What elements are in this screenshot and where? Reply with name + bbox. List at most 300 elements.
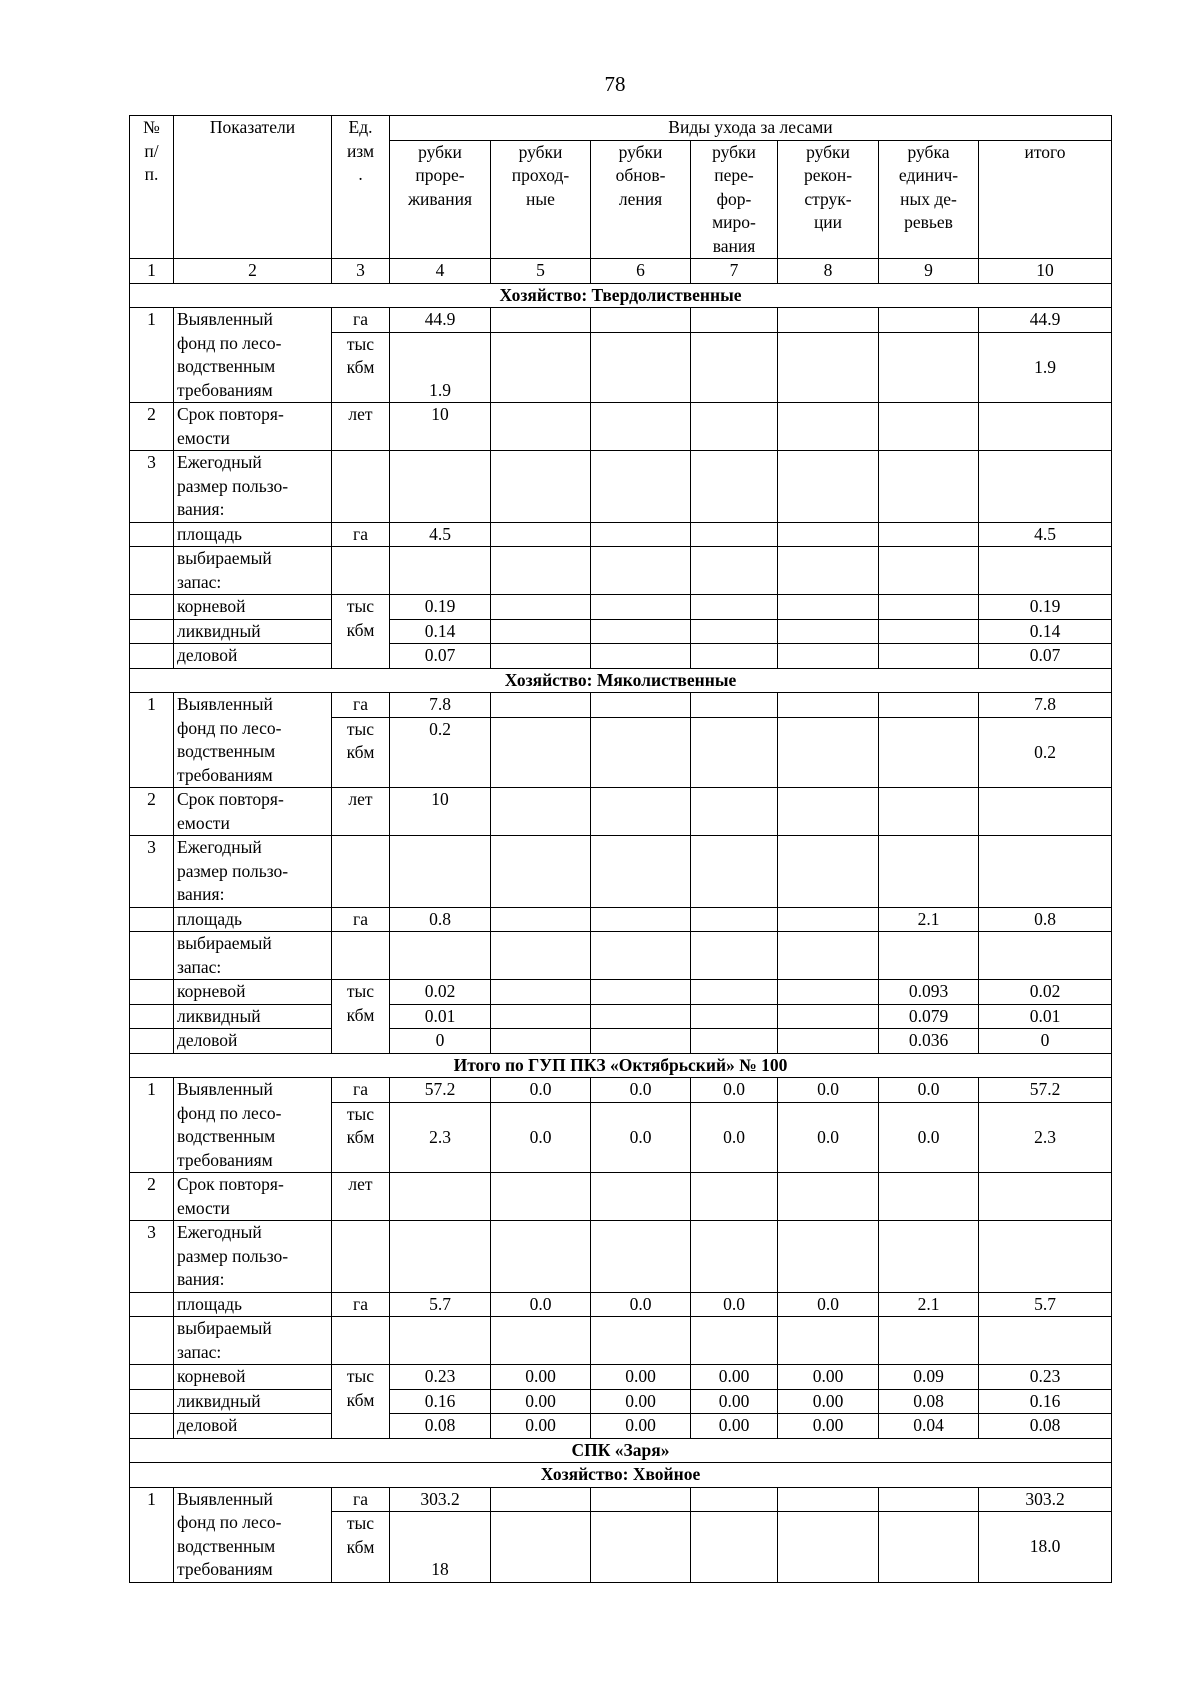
value-cell (591, 1487, 691, 1512)
value-cell: 1.9 (979, 332, 1112, 403)
table-row (130, 980, 1112, 1005)
value-cell (778, 693, 879, 718)
value-cell (879, 547, 979, 595)
value-cell (491, 836, 591, 908)
value-cell (691, 907, 778, 932)
value-cell (491, 932, 591, 980)
table-row (130, 1053, 1112, 1078)
value-cell: 0.08 (390, 1414, 491, 1439)
value-cell (879, 1221, 979, 1293)
value-cell: 4.5 (390, 522, 491, 547)
value-cell (879, 836, 979, 908)
value-cell (691, 788, 778, 836)
unit-cell: тыс кбм (332, 332, 390, 403)
unit-cell: га (332, 693, 390, 718)
value-cell: 0.8 (390, 907, 491, 932)
value-cell (591, 907, 691, 932)
value-cell: 0.16 (979, 1389, 1112, 1414)
value-cell: 0.0 (879, 1102, 979, 1173)
row-label: корневой (174, 595, 332, 620)
value-cell: 0.19 (979, 595, 1112, 620)
value-cell (390, 1317, 491, 1365)
value-cell (979, 932, 1112, 980)
value-cell (591, 1317, 691, 1365)
row-label: ликвидный (174, 1389, 332, 1414)
row-number (130, 932, 174, 980)
value-cell (879, 522, 979, 547)
value-cell (691, 1029, 778, 1054)
value-cell (591, 451, 691, 523)
value-cell: 0 (979, 1029, 1112, 1054)
table-row (130, 308, 1112, 333)
header-col-number: 7 (691, 259, 778, 284)
value-cell (491, 1317, 591, 1365)
table-row (130, 932, 1112, 980)
value-cell (691, 403, 778, 451)
value-cell: 0.00 (691, 1414, 778, 1439)
value-cell (778, 644, 879, 669)
value-cell: 0.0 (778, 1078, 879, 1103)
row-number (130, 595, 174, 620)
table-row (130, 1438, 1112, 1463)
unit-cell (332, 932, 390, 980)
value-cell (979, 451, 1112, 523)
section-title: Хозяйство: Твердолиственные (130, 283, 1112, 308)
unit-cell (332, 836, 390, 908)
header-col-number: 1 (130, 259, 174, 284)
row-number (130, 907, 174, 932)
value-cell: 0.0 (591, 1292, 691, 1317)
value-cell (491, 644, 591, 669)
value-cell: 0.0 (491, 1078, 591, 1103)
value-cell: 0.0 (778, 1292, 879, 1317)
value-cell: 0.0 (691, 1078, 778, 1103)
value-cell: 1.9 (390, 332, 491, 403)
value-cell (979, 1317, 1112, 1365)
value-cell: 0.00 (591, 1365, 691, 1390)
value-cell (591, 644, 691, 669)
value-cell: 0.07 (979, 644, 1112, 669)
value-cell (591, 522, 691, 547)
row-number: 3 (130, 836, 174, 908)
value-cell: 2.1 (879, 907, 979, 932)
value-cell (491, 693, 591, 718)
value-cell (879, 788, 979, 836)
table-row (130, 1487, 1112, 1512)
value-cell: 0.0 (591, 1102, 691, 1173)
row-number (130, 1292, 174, 1317)
value-cell: 2.3 (390, 1102, 491, 1173)
table-row (130, 259, 1112, 284)
table-row (130, 1221, 1112, 1293)
value-cell (390, 451, 491, 523)
value-cell (390, 1173, 491, 1221)
forest-care-table (129, 115, 1112, 1583)
value-cell (778, 907, 879, 932)
value-cell: 0.16 (390, 1389, 491, 1414)
value-cell (491, 1221, 591, 1293)
value-cell (778, 932, 879, 980)
value-cell: 0.00 (491, 1414, 591, 1439)
row-number (130, 619, 174, 644)
value-cell (691, 619, 778, 644)
value-cell: 0.0 (591, 1078, 691, 1103)
value-cell (879, 932, 979, 980)
value-cell (778, 619, 879, 644)
header-col-number: 2 (174, 259, 332, 284)
value-cell (879, 403, 979, 451)
value-cell: 0.00 (778, 1365, 879, 1390)
table-row (130, 693, 1112, 718)
value-cell (491, 451, 591, 523)
value-cell: 0.0 (879, 1078, 979, 1103)
row-number (130, 1365, 174, 1390)
value-cell (879, 1512, 979, 1583)
value-cell (390, 836, 491, 908)
row-number: 3 (130, 1221, 174, 1293)
value-cell (691, 644, 778, 669)
row-number (130, 1004, 174, 1029)
table-row (130, 283, 1112, 308)
header-col-number: 6 (591, 259, 691, 284)
value-cell (591, 403, 691, 451)
value-cell (591, 1221, 691, 1293)
value-cell (491, 522, 591, 547)
value-cell: 303.2 (390, 1487, 491, 1512)
header-group-title: Виды ухода за лесами (390, 116, 1112, 141)
table-row (130, 907, 1112, 932)
value-cell: 0.093 (879, 980, 979, 1005)
value-cell: 0.09 (879, 1365, 979, 1390)
value-cell: 0.00 (591, 1414, 691, 1439)
table-row (130, 1389, 1112, 1414)
header-col-type: рубки пере- фор- миро- вания (691, 140, 778, 259)
unit-cell (332, 1221, 390, 1293)
table-row (130, 619, 1112, 644)
value-cell (979, 403, 1112, 451)
header-col-number: 9 (879, 259, 979, 284)
value-cell (691, 332, 778, 403)
value-cell: 5.7 (979, 1292, 1112, 1317)
value-cell (778, 1173, 879, 1221)
section-title: Хозяйство: Хвойное (130, 1463, 1112, 1488)
value-cell (778, 308, 879, 333)
value-cell (390, 932, 491, 980)
table-row (130, 1365, 1112, 1390)
header-col-number: 5 (491, 259, 591, 284)
table-row (130, 547, 1112, 595)
value-cell: 0.00 (691, 1389, 778, 1414)
value-cell (691, 717, 778, 788)
table-row (130, 403, 1112, 451)
value-cell: 4.5 (979, 522, 1112, 547)
header-col-indicator: Показатели (174, 116, 332, 259)
value-cell (491, 1487, 591, 1512)
value-cell (491, 332, 591, 403)
value-cell (879, 1487, 979, 1512)
table-row (130, 668, 1112, 693)
value-cell (491, 907, 591, 932)
row-label: ликвидный (174, 1004, 332, 1029)
table-row (130, 1078, 1112, 1103)
value-cell (778, 1487, 879, 1512)
unit-cell: тыс кбм (332, 1102, 390, 1173)
value-cell: 0.01 (979, 1004, 1112, 1029)
row-label: площадь (174, 907, 332, 932)
value-cell (591, 836, 691, 908)
value-cell (979, 788, 1112, 836)
row-label: деловой (174, 1029, 332, 1054)
value-cell: 0.0 (691, 1102, 778, 1173)
value-cell: 0.0 (778, 1102, 879, 1173)
row-label: корневой (174, 980, 332, 1005)
value-cell (691, 693, 778, 718)
value-cell (491, 1004, 591, 1029)
row-number: 1 (130, 1487, 174, 1582)
value-cell: 0.14 (390, 619, 491, 644)
unit-cell: га (332, 1078, 390, 1103)
value-cell (691, 547, 778, 595)
unit-cell: тыс кбм (332, 595, 390, 669)
value-cell (591, 932, 691, 980)
value-cell (879, 332, 979, 403)
table-row (130, 595, 1112, 620)
table-row (130, 788, 1112, 836)
value-cell (491, 1512, 591, 1583)
unit-cell: тыс кбм (332, 1365, 390, 1439)
header-col-unit: Ед. изм . (332, 116, 390, 259)
value-cell (491, 403, 591, 451)
header-col-type: рубки рекон- струк- ции (778, 140, 879, 259)
table-row (130, 1317, 1112, 1365)
value-cell (879, 451, 979, 523)
value-cell (691, 1487, 778, 1512)
unit-cell: га (332, 1292, 390, 1317)
value-cell (390, 547, 491, 595)
value-cell (491, 595, 591, 620)
value-cell (778, 547, 879, 595)
row-number: 1 (130, 693, 174, 788)
unit-cell (332, 547, 390, 595)
value-cell: 0.00 (591, 1389, 691, 1414)
value-cell: 0.0 (491, 1102, 591, 1173)
value-cell: 0.08 (879, 1389, 979, 1414)
value-cell (591, 1029, 691, 1054)
table-row (130, 1173, 1112, 1221)
unit-cell: га (332, 308, 390, 333)
row-label: деловой (174, 644, 332, 669)
value-cell (691, 1004, 778, 1029)
value-cell: 303.2 (979, 1487, 1112, 1512)
value-cell (491, 788, 591, 836)
value-cell (591, 1004, 691, 1029)
value-cell (691, 1317, 778, 1365)
value-cell (591, 308, 691, 333)
value-cell: 0.8 (979, 907, 1112, 932)
row-number (130, 1317, 174, 1365)
value-cell: 57.2 (979, 1078, 1112, 1103)
value-cell: 7.8 (979, 693, 1112, 718)
unit-cell: лет (332, 1173, 390, 1221)
value-cell (591, 693, 691, 718)
value-cell (591, 595, 691, 620)
value-cell (691, 522, 778, 547)
value-cell: 0.2 (979, 717, 1112, 788)
value-cell: 44.9 (979, 308, 1112, 333)
value-cell (979, 1221, 1112, 1293)
row-label: Ежегодный размер пользо- вания: (174, 451, 332, 523)
table-row (130, 116, 1112, 141)
row-label: ликвидный (174, 619, 332, 644)
value-cell: 18.0 (979, 1512, 1112, 1583)
unit-cell: га (332, 1487, 390, 1512)
table-row (130, 1463, 1112, 1488)
header-col-type: рубка единич- ных де- ревьев (879, 140, 979, 259)
value-cell (879, 595, 979, 620)
value-cell (691, 1221, 778, 1293)
value-cell (691, 932, 778, 980)
table-row (130, 644, 1112, 669)
value-cell (691, 836, 778, 908)
table-row (130, 1292, 1112, 1317)
row-number (130, 1414, 174, 1439)
value-cell (778, 332, 879, 403)
row-number: 2 (130, 1173, 174, 1221)
value-cell: 0.04 (879, 1414, 979, 1439)
value-cell: 0.02 (390, 980, 491, 1005)
value-cell (591, 980, 691, 1005)
value-cell: 5.7 (390, 1292, 491, 1317)
value-cell (879, 693, 979, 718)
value-cell (879, 1317, 979, 1365)
value-cell (778, 595, 879, 620)
value-cell (778, 1029, 879, 1054)
value-cell: 57.2 (390, 1078, 491, 1103)
row-label: площадь (174, 1292, 332, 1317)
value-cell (491, 308, 591, 333)
value-cell: 0.079 (879, 1004, 979, 1029)
header-col-number: 8 (778, 259, 879, 284)
row-number: 1 (130, 1078, 174, 1173)
value-cell: 0.0 (491, 1292, 591, 1317)
row-label: Ежегодный размер пользо- вания: (174, 1221, 332, 1293)
row-label: площадь (174, 522, 332, 547)
value-cell: 0.00 (491, 1389, 591, 1414)
value-cell (591, 619, 691, 644)
value-cell (591, 547, 691, 595)
value-cell (879, 717, 979, 788)
value-cell (591, 1512, 691, 1583)
row-label: Выявленный фонд по лесо- водственным требованиям (174, 693, 332, 788)
value-cell (491, 1173, 591, 1221)
value-cell: 0.0 (691, 1292, 778, 1317)
header-col-number: 3 (332, 259, 390, 284)
header-col-type: рубки проход- ные (491, 140, 591, 259)
value-cell (879, 308, 979, 333)
value-cell: 7.8 (390, 693, 491, 718)
table-row (130, 1029, 1112, 1054)
value-cell (691, 308, 778, 333)
row-number: 2 (130, 403, 174, 451)
header-col-no: № п/ п. (130, 116, 174, 259)
value-cell (491, 547, 591, 595)
value-cell (879, 644, 979, 669)
value-cell: 0.14 (979, 619, 1112, 644)
row-label: Выявленный фонд по лесо- водственным требованиям (174, 1078, 332, 1173)
row-label: деловой (174, 1414, 332, 1439)
value-cell (591, 788, 691, 836)
value-cell: 0.19 (390, 595, 491, 620)
org-title: СПК «Заря» (130, 1438, 1112, 1463)
value-cell (778, 403, 879, 451)
value-cell: 0.00 (778, 1414, 879, 1439)
value-cell: 10 (390, 788, 491, 836)
row-label: Срок повторя- емости (174, 788, 332, 836)
row-label: Срок повторя- емости (174, 403, 332, 451)
unit-cell: лет (332, 403, 390, 451)
row-number (130, 547, 174, 595)
value-cell (691, 595, 778, 620)
row-label: выбираемый запас: (174, 547, 332, 595)
value-cell (979, 547, 1112, 595)
value-cell: 10 (390, 403, 491, 451)
table-row (130, 1414, 1112, 1439)
row-label: Ежегодный размер пользо- вания: (174, 836, 332, 908)
value-cell (879, 619, 979, 644)
value-cell (591, 332, 691, 403)
header-col-number: 10 (979, 259, 1112, 284)
value-cell: 0.23 (390, 1365, 491, 1390)
value-cell: 0.00 (691, 1365, 778, 1390)
value-cell: 0.07 (390, 644, 491, 669)
value-cell (778, 451, 879, 523)
value-cell (691, 451, 778, 523)
row-number (130, 980, 174, 1005)
unit-cell (332, 451, 390, 523)
section-title: Хозяйство: Мяколиственные (130, 668, 1112, 693)
value-cell: 0.00 (778, 1389, 879, 1414)
value-cell (491, 619, 591, 644)
value-cell (979, 836, 1112, 908)
row-number: 3 (130, 451, 174, 523)
unit-cell: тыс кбм (332, 717, 390, 788)
value-cell: 18 (390, 1512, 491, 1583)
row-label: выбираемый запас: (174, 1317, 332, 1365)
value-cell (778, 1512, 879, 1583)
unit-cell: га (332, 522, 390, 547)
header-col-number: 4 (390, 259, 491, 284)
unit-cell (332, 1317, 390, 1365)
value-cell (778, 717, 879, 788)
value-cell (691, 980, 778, 1005)
value-cell (591, 1173, 691, 1221)
value-cell (778, 836, 879, 908)
value-cell (491, 980, 591, 1005)
value-cell: 0.02 (979, 980, 1112, 1005)
table-row (130, 836, 1112, 908)
row-label: корневой (174, 1365, 332, 1390)
value-cell (879, 1173, 979, 1221)
row-number: 1 (130, 308, 174, 403)
row-number (130, 1029, 174, 1054)
value-cell (691, 1173, 778, 1221)
value-cell (591, 717, 691, 788)
value-cell: 44.9 (390, 308, 491, 333)
value-cell: 0.01 (390, 1004, 491, 1029)
value-cell (491, 717, 591, 788)
value-cell (491, 1029, 591, 1054)
row-label: выбираемый запас: (174, 932, 332, 980)
